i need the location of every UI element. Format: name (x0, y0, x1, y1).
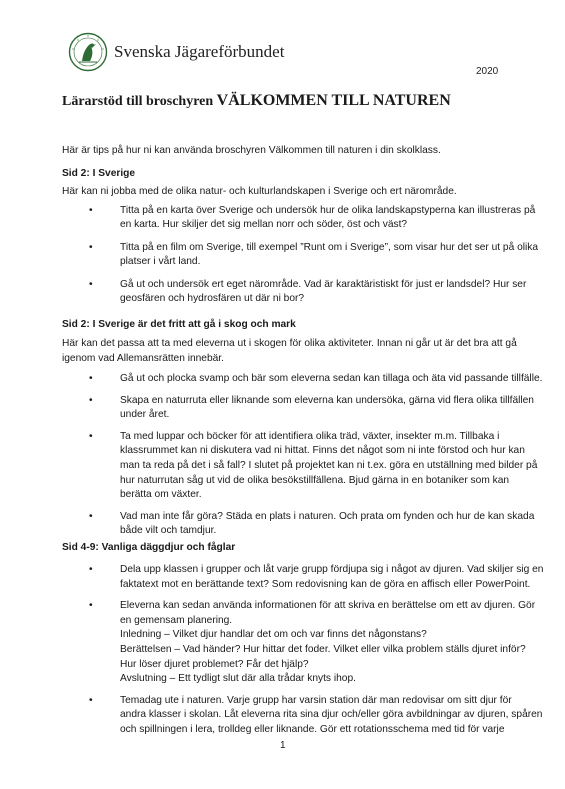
text-line: man ta reda på det i så fall? I slutet på projektet kan ni t.ex. göra en utställning med bilder på (120, 459, 538, 471)
text-line: andra klasser i skolan. Låt eleverna rita sina djur och/eller göra avbildningar av djuren, spåren (120, 709, 543, 721)
text-line: och spillningen i lera, trolldeg eller liknande. Gör ett rotationsschema med tid för varje (120, 723, 505, 735)
list-item (62, 563, 544, 592)
text-line: Inledning – Vilket djur handlar det om och var finns det någonstans? (120, 629, 427, 641)
document-title-brochure: VÄLKOMMEN TILL NATUREN (216, 92, 451, 109)
list-item (62, 510, 535, 539)
text-line: faktatext mot en berättande text? Som redovisning kan de göra en affisch eller PowerPoint. (120, 578, 531, 590)
list-item (62, 278, 527, 307)
list-item (62, 204, 536, 233)
text-line: Här kan det passa att ta med eleverna ut i skogen för olika aktiviteter. Innan ni går ut är det bra att gå (62, 338, 517, 349)
text-line: Ta med luppar och böcker för att identifiera olika träd, växter, insekter m.m. Tillbaka i (120, 430, 500, 442)
section-intro (62, 337, 517, 366)
text-line: klassrummet kan ni diskutera vad ni hittat. Finns det något som ni inte förstod och hur kan (120, 445, 525, 457)
text-line: Temadag ute i naturen. Varje grupp har varsin station där man redovisar om sitt djur för (120, 694, 512, 706)
page-number: 1 (280, 740, 286, 751)
text-line: Vad man inte får göra? Städa en plats i naturen. Och prata om fynden och hur de kan skada (120, 510, 535, 522)
section-heading: Sid 2: I Sverige är det fritt att gå i skog och mark (62, 319, 296, 330)
text-line: både vilt och tamdjur. (120, 525, 217, 537)
text-line: hur naturrutan såg ut vid de olika besökstillfällena. Bjud gärna in en botaniker som kan (120, 474, 510, 486)
list-item (62, 599, 536, 687)
list-item (62, 394, 534, 423)
text-line: berätta om växter. (120, 489, 202, 501)
text-line: igenom vad Allemansrätten innebär. (62, 352, 224, 364)
text-line: Skapa en naturruta eller liknande som eleverna kan undersöka, gärna vid flera olika tillfällen (120, 394, 534, 406)
text-line: Gå ut och undersök ert eget närområde. Vad är karaktäristiskt för just er landsdel? Hur ser (120, 278, 527, 290)
organization-name: Svenska Jägareförbundet (114, 42, 285, 61)
text-line: en karta. Hur skiljer det sig mellan norr och söder, öst och väst? (120, 219, 408, 231)
text-line: Titta på en film om Sverige, till exempel ”Runt om i Sverige”, som visar hur det ser ut på olika (120, 241, 539, 253)
text-line: Hur löser djuret problemet? Får det hjälp? (120, 658, 309, 670)
text-line: Gå ut och plocka svamp och bär som eleverna sedan kan tillaga och äta vid passande tillfälle. (120, 373, 543, 384)
document-title-prefix: Lärarstöd till broschyren (62, 94, 217, 109)
section-sverige (62, 167, 539, 307)
text-line: under året. (120, 409, 170, 421)
document-title (62, 92, 451, 110)
text-line: platser i vårt land. (120, 256, 201, 268)
text-line: Eleverna kan sedan använda informationen för att skriva en berättelse om ett av djuren. Gör (120, 600, 536, 612)
text-line: Här kan ni jobba med de olika natur- och kulturlandskapen i Sverige och ert närområde. (62, 186, 457, 197)
list-item (62, 241, 539, 270)
text-line: en gemensam planering. (120, 614, 233, 626)
text-line: Titta på en karta över Sverige och undersök hur de olika landskapstyperna kan illustreras på (120, 204, 536, 216)
text-line: geosfären och hydrosfären ut där ni bor? (120, 293, 305, 305)
section-heading: Sid 2: I Sverige (62, 168, 136, 179)
section-heading: Sid 4-9: Vanliga däggdjur och fåglar (62, 542, 236, 553)
text-line: Avslutning – Ett tydligt slut där alla trådar knyts ihop. (120, 673, 356, 685)
list-item (62, 694, 543, 738)
list-item (62, 430, 538, 503)
list-item (62, 372, 543, 387)
document-year: 2020 (476, 66, 499, 77)
text-line: Berättelsen – Vad händer? Hur hittar det foder. Vilket eller vilka problem ställs djuret inför? (120, 643, 526, 655)
section-intro (62, 185, 517, 200)
bullet-list (62, 563, 544, 738)
association-logo-icon (68, 32, 108, 72)
intro-paragraph: Här är tips på hur ni kan använda broschyren Välkommen till naturen i din skolklass. (62, 145, 441, 156)
bullet-list (62, 372, 543, 539)
section-daggdjur-faglar (62, 541, 544, 738)
bullet-list (62, 204, 539, 308)
text-line: Dela upp klassen i grupper och låt varje grupp fördjupa sig i något av djuren. Vad skiljer sig en (120, 564, 544, 575)
section-allemansratt (62, 318, 543, 539)
